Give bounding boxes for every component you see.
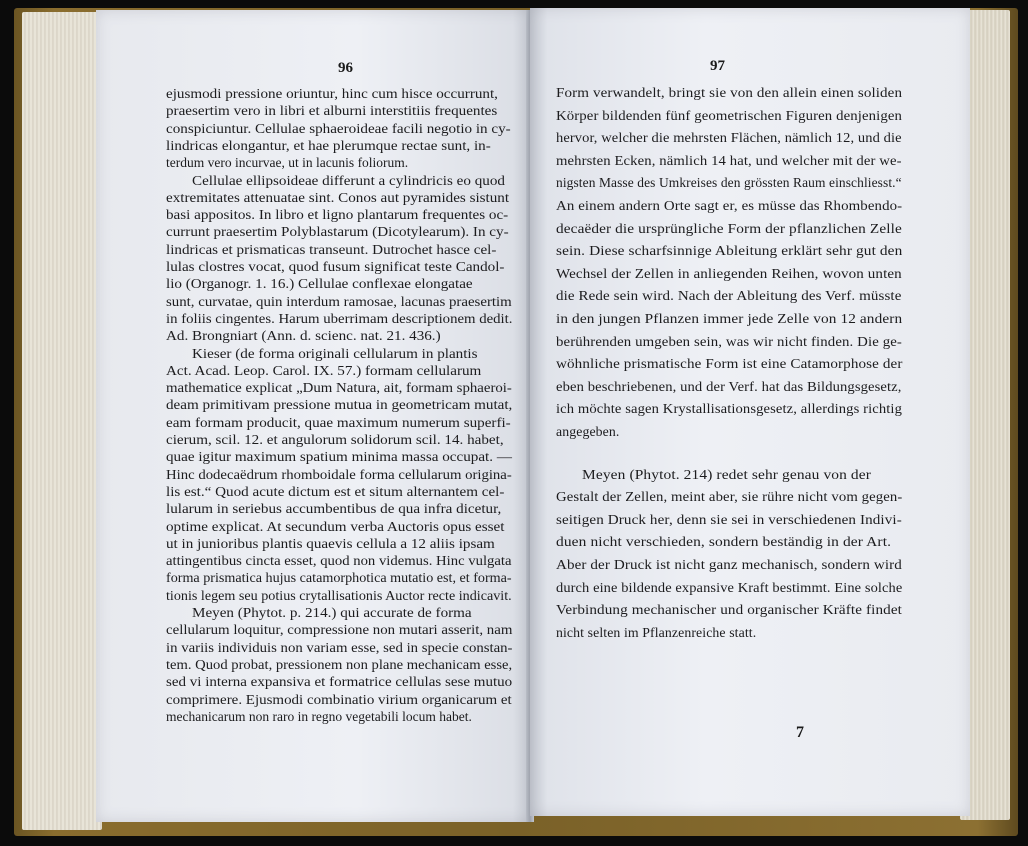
text-line: Verbindung mechanischer und organischer Kräfte findet — [556, 602, 902, 618]
text-line: wöhnliche prismatische Form ist eine Catamorphose der — [556, 356, 903, 372]
text-line: durch eine bildende expansive Kraft bestimmt. Eine solche — [556, 579, 903, 595]
text-line: decaëder die ursprüngliche Form der pflanzlichen Zelle — [556, 220, 902, 236]
text-line: Körper bildenden fünf geometrischen Figuren denjenigen — [556, 107, 903, 123]
text-line: conspiciuntur. Cellulae sphaeroideae facili negotio in cy- — [166, 120, 511, 136]
text-line: lulas clostres vocat, quod fusum significat teste Candol- — [166, 259, 505, 274]
text-line: cellularum loquitur, compressione non mutari asserit, nam — [166, 622, 513, 638]
text-line: Aber der Druck ist nicht ganz mechanisch, sondern wird — [556, 557, 902, 572]
text-line: nigsten Masse des Umkreises den grössten Raum einschliesst.“ — [556, 175, 902, 191]
text-line: optime explicat. At secundum verba Auctoris opus esset — [166, 518, 505, 534]
text-line: eam formam producit, quae maximum numerum superfi- — [166, 414, 511, 430]
text-line: lularum in seriebus accumbentibus de qua infra dicetur, — [166, 501, 502, 517]
text-line: angegeben. — [556, 424, 620, 439]
text-line: Cellulae ellipsoideae differunt a cylindricis eo quod — [192, 172, 505, 188]
text-line: currunt praesertim Polyblastarum (Dicotylearum). In cy- — [166, 224, 509, 240]
text-line: terdum vero incurvae, ut in lacunis foliorum. — [166, 155, 409, 171]
text-line: quae igitur maximum spatium minima massa occupat. — — [166, 449, 512, 465]
left-page — [96, 10, 530, 822]
text-line: lio (Organogr. 1. 16.) Cellulae conflexae elongatae — [166, 276, 473, 292]
right-page — [530, 8, 970, 816]
text-line: cierum, scil. 12. et angulorum solidorum scil. 14. habet, — [166, 432, 504, 447]
right-page-number: 97 — [710, 58, 725, 74]
text-line: tem. Quod probat, pressionem non plane mechanicam esse, — [166, 656, 513, 672]
signature-mark: 7 — [796, 724, 804, 741]
text-line: Form verwandelt, bringt sie von den allein einen soliden — [556, 85, 903, 100]
text-line: An einem andern Orte sagt er, es müsse das Rhombendo- — [556, 198, 903, 213]
text-line: seitigen Druck her, denn sie sei in verschiedenen Indivi- — [556, 511, 902, 527]
text-line: Gestalt der Zellen, meint aber, sie rühre nicht vom gegen- — [556, 489, 903, 505]
text-line: die Rede sein wird. Nach der Ableitung des Verf. müsste — [556, 288, 902, 304]
text-line: Act. Acad. Leop. Carol. IX. 57.) formam cellularum — [166, 362, 482, 378]
text-line: mehrsten Ecken, nämlich 14 hat, und welcher mit der we- — [556, 152, 902, 168]
left-page-number: 96 — [338, 60, 353, 76]
text-line: mechanicarum non raro in regno vegetabili locum habet. — [166, 708, 472, 724]
text-line: Ad. Brongniart (Ann. d. scienc. nat. 21. 436.) — [166, 328, 441, 344]
text-line: sed vi interna expansiva et formatrice cellulas sese mutuo — [166, 674, 513, 690]
text-line: hervor, welcher die mehrsten Flächen, nämlich 12, und die — [556, 130, 902, 146]
text-line: in foliis cingentes. Harum uberrimam descriptionem dedit. — [166, 310, 513, 326]
text-line: praesertim vero in libri et alburni interstitiis frequentes — [166, 103, 498, 119]
text-line: mathematice explicat „Dum Natura, ait, formam sphaeroi- — [166, 380, 512, 396]
text-line: basi appositos. In libro et ligno plantarum frequentes oc- — [166, 207, 509, 223]
text-line: lindricas et prismaticas transeunt. Dutrochet hasce cel- — [166, 241, 497, 257]
text-line: lindricas elongantur, et hae plerumque rectae sunt, in- — [166, 137, 491, 153]
text-line: deam primitivam pressione mutua in geometricam mutat, — [166, 397, 513, 413]
text-line: eben beschriebenen, und der Verf. hat das Bildungsgesetz, — [556, 378, 902, 394]
text-line: nicht selten im Pflanzenreiche statt. — [556, 624, 757, 640]
text-line: in den jungen Pflanzen immer jede Zelle von 12 andern — [556, 311, 903, 326]
text-line: sunt, curvatae, quin interdum ramosae, lacunas praesertim — [166, 293, 512, 309]
text-line: sein. Diese scharfsinnige Ableitung erklärt sehr gut den — [556, 243, 903, 259]
text-line: lis est.“ Quod acute dictum est et situm alternantem cel- — [166, 483, 505, 499]
text-line: ejusmodi pressione oriuntur, hinc cum hisce occurrunt, — [166, 86, 498, 101]
page-edges-left — [22, 12, 102, 830]
text-line: ich möchte sagen Krystallisationsgesetz, allerdings richtig — [556, 401, 902, 417]
text-line: Wechsel der Zellen in anliegenden Reihen, wovon unten — [556, 265, 902, 281]
text-line: attingentibus cincta esset, quod non videmus. Hinc vulgata — [166, 553, 512, 569]
text-line: tionis legem seu potius crytallisationis Auctor recte indicavit. — [166, 587, 512, 603]
text-line: Hinc dodecaëdrum rhomboidale forma cellularum origina- — [166, 466, 512, 482]
text-line: Meyen (Phytot. 214) redet sehr genau von der — [582, 466, 872, 482]
text-line: forma prismatica hujus catamorphotica mutatio est, et forma- — [166, 570, 512, 586]
text-line: extremitates attenuatae sint. Conos aut pyramides sistunt — [166, 189, 510, 205]
text-line: Meyen (Phytot. p. 214.) qui accurate de forma — [192, 605, 472, 620]
text-line: ut in junioribus plantis quaevis cellula a 12 aliis ipsam — [166, 535, 495, 551]
text-line: comprimere. Ejusmodi combinatio virium organicarum et — [166, 691, 512, 707]
text-line: duen nicht verschieden, sondern beständig in der Art. — [556, 534, 892, 550]
text-line: in variis individuis non variam esse, sed in specie constan- — [166, 639, 513, 655]
text-line: Kieser (de forma originali cellularum in plantis — [192, 345, 478, 361]
text-line: berührenden umgeben sein, was wir nicht finden. Die ge- — [556, 333, 902, 349]
